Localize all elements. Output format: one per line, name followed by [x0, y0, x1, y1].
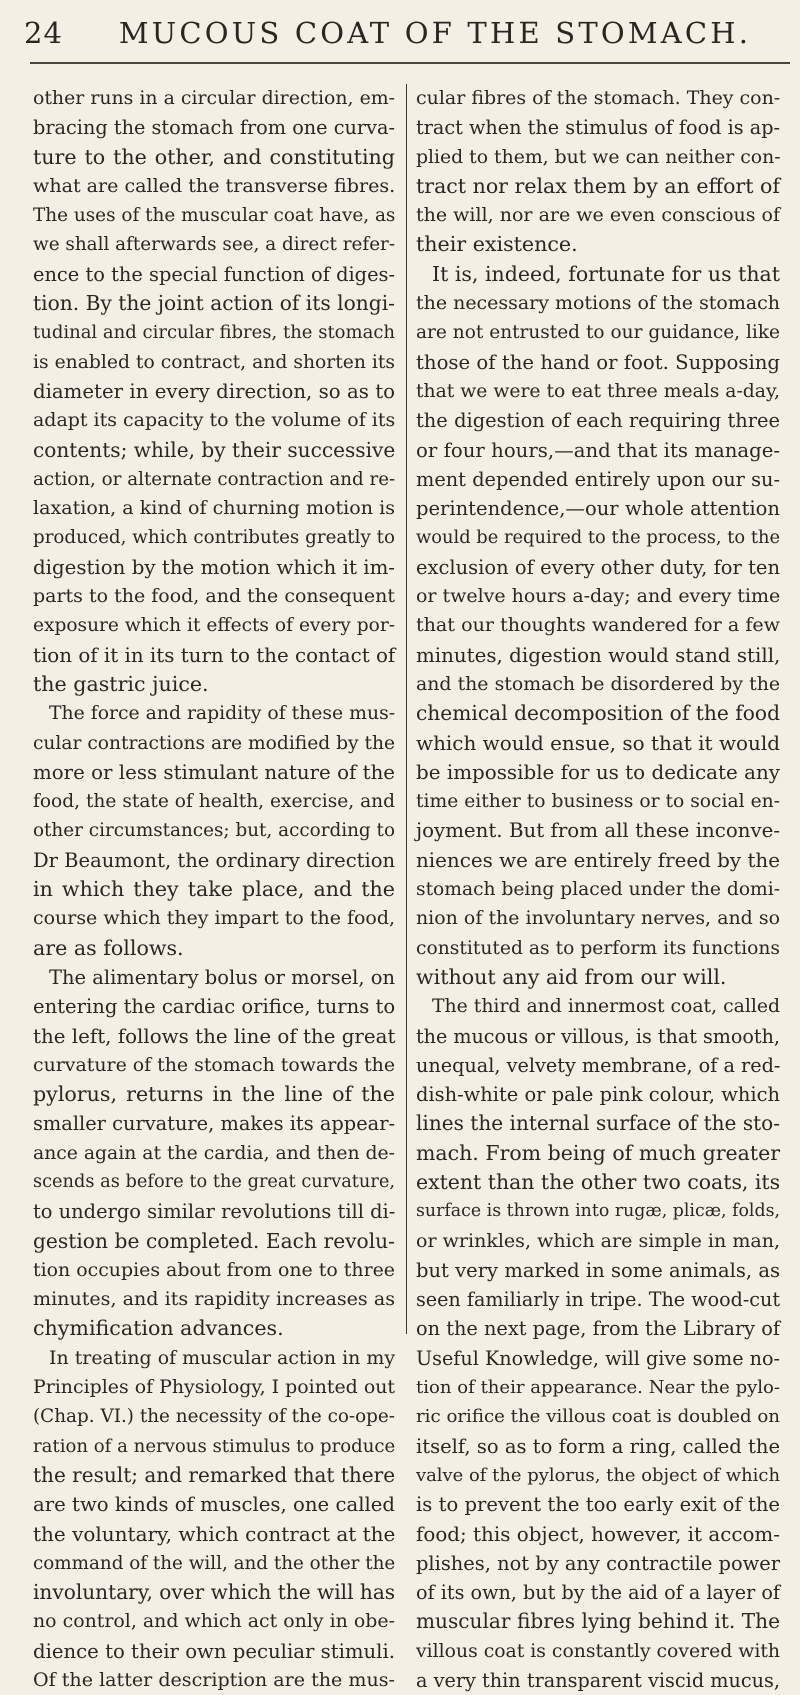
- text-line: laxation, a kind of churning motion is: [33, 497, 395, 520]
- text-line: the result; and remarked that there: [33, 1462, 396, 1487]
- text-line: plied to them, but we can neither con-: [416, 146, 781, 168]
- text-line: ment depended entirely upon our su-: [416, 467, 780, 491]
- text-line: that our thoughts wandered for a few: [416, 614, 780, 637]
- text-line: or four hours,—and that its manage-: [416, 438, 780, 462]
- text-line: time either to business or to social en-: [416, 791, 780, 813]
- text-line: pylorus, returns in the line of the: [33, 1082, 395, 1107]
- text-line: the voluntary, which contract at the: [33, 1521, 396, 1546]
- text-line: tract nor relax them by an effort of: [416, 173, 780, 198]
- column-divider: [406, 84, 407, 1334]
- text-line: to undergo similar revolutions till di-: [33, 1200, 396, 1224]
- text-line: niences we are entirely freed by the: [416, 848, 780, 872]
- text-line: the mucous or villous, is that smooth,: [416, 1024, 780, 1048]
- text-line: Useful Knowledge, will give some no-: [416, 1346, 780, 1370]
- text-line: dish-white or pale pink colour, which: [416, 1083, 780, 1107]
- text-line: unequal, velvety membrane, of a red-: [416, 1053, 781, 1077]
- text-line: tion of their appearance. Near the pylo-: [416, 1377, 780, 1399]
- text-line: and the stomach be disordered by the: [416, 672, 780, 695]
- text-line: would be required to the process, to the: [416, 527, 781, 549]
- text-line: In treating of muscular action in my: [49, 1346, 395, 1369]
- text-line: The alimentary bolus or morsel, on: [49, 965, 395, 989]
- left-column: [33, 84, 395, 1695]
- right-column: [416, 84, 780, 1695]
- text-line: exclusion of every other duty, for ten: [416, 555, 780, 579]
- text-line: involuntary, over which the will has: [33, 1580, 396, 1605]
- text-line: bracing the stomach from one curva-: [33, 116, 395, 140]
- text-line: gestion be completed. Each revolu-: [33, 1228, 395, 1253]
- text-line: that we were to eat three meals a-day,: [416, 380, 780, 402]
- text-line: chemical decomposition of the food: [416, 701, 780, 726]
- text-line: exposure which it effects of every por-: [33, 615, 395, 637]
- text-line: or wrinkles, which are simple in man,: [416, 1229, 780, 1252]
- text-line: the digestion of each requiring three: [416, 409, 780, 433]
- running-title: MUCOUS COAT OF THE STOMACH.: [118, 16, 752, 50]
- text-line: It is, indeed, fortunate for us that: [432, 261, 780, 286]
- text-line: smaller curvature, makes its appear-: [33, 1112, 395, 1136]
- text-line: the will, nor are we even conscious of: [416, 204, 780, 227]
- text-line: The uses of the muscular coat have, as: [33, 205, 396, 227]
- text-line: Of the latter description are the mus-: [33, 1669, 395, 1692]
- text-line: are as follows.: [33, 935, 184, 960]
- text-line: without any aid from our will.: [416, 964, 727, 989]
- text-line: tion. By the joint action of its longi-: [33, 291, 395, 316]
- text-line: the left, follows the line of the great: [33, 1024, 396, 1048]
- text-line: food; this object, however, it accom-: [416, 1522, 780, 1546]
- text-line: Principles of Physiology, I pointed out: [33, 1376, 395, 1399]
- text-line: digestion by the motion which it im-: [33, 555, 395, 579]
- text-line: tion of it in its turn to the contact of: [33, 643, 396, 667]
- text-line: are not entrusted to our guidance, like: [416, 322, 780, 344]
- text-line: a very thin transparent viscid mucus,: [416, 1669, 780, 1693]
- text-line: in which they take place, and the: [33, 877, 395, 902]
- text-line: contents; while, by their successive: [33, 437, 396, 462]
- text-line: Dr Beaumont, the ordinary direction: [33, 848, 396, 872]
- text-line: but very marked in some animals, as: [416, 1258, 780, 1282]
- text-line: which would ensue, so that it would: [416, 730, 780, 755]
- text-line: food, the state of health, exercise, and: [33, 791, 395, 813]
- text-line: stomach being placed under the domi-: [416, 879, 780, 901]
- text-line: be impossible for us to dedicate any: [416, 760, 780, 784]
- text-line: minutes, digestion would stand still,: [416, 643, 781, 667]
- text-line: the gastric juice.: [33, 671, 209, 696]
- text-line: of its own, but by the aid of a layer of: [416, 1581, 780, 1605]
- text-line: lines the internal surface of the sto-: [416, 1111, 780, 1136]
- text-line: ture to the other, and constituting: [33, 144, 395, 169]
- text-line: muscular fibres lying behind it. The: [416, 1609, 780, 1634]
- text-line: cular fibres of the stomach. They con-: [416, 87, 781, 109]
- text-line: tudinal and circular fibres, the stomach: [33, 322, 395, 344]
- text-line: other circumstances; but, according to: [33, 820, 395, 842]
- text-line: The third and innermost coat, called: [432, 996, 780, 1018]
- text-line: joyment. But from all these inconve-: [416, 819, 780, 843]
- text-line: we shall afterwards see, a direct refer-: [33, 234, 396, 256]
- text-line: plishes, not by any contractile power: [416, 1551, 780, 1575]
- text-line: is enabled to contract, and shorten its: [33, 351, 395, 373]
- text-line: itself, so as to form a ring, called the: [416, 1434, 780, 1458]
- text-line: course which they impart to the food,: [33, 907, 395, 930]
- text-line: the necessary motions of the stomach: [416, 292, 780, 315]
- running-head: [20, 14, 790, 54]
- text-line: valve of the pylorus, the object of which: [416, 1464, 780, 1486]
- text-line: cular contractions are modified by the: [33, 732, 395, 754]
- header-rule: [30, 62, 790, 64]
- text-line: mach. From being of much greater: [416, 1140, 780, 1165]
- text-line: other runs in a circular direction, em-: [33, 87, 395, 109]
- text-line: extent than the other two coats, its: [416, 1169, 781, 1194]
- text-line: adapt its capacity to the volume of its: [33, 409, 396, 432]
- text-line: The force and rapidity of these mus-: [49, 703, 396, 725]
- text-line: (Chap. VI.) the necessity of the co-ope-: [33, 1406, 395, 1428]
- text-line: more or less stimulant nature of the: [33, 760, 395, 784]
- page-number: 24: [24, 16, 63, 50]
- text-line: tract when the stimulus of food is ap-: [416, 116, 780, 140]
- text-line: their existence.: [416, 232, 578, 257]
- text-line: action, or alternate contraction and re-: [33, 468, 396, 490]
- text-line: those of the hand or foot. Supposing: [416, 350, 780, 374]
- text-line: parts to the food, and the consequent: [33, 585, 395, 608]
- text-line: nion of the involuntary nerves, and so: [416, 907, 780, 930]
- text-line: tion occupies about from one to three: [33, 1258, 395, 1281]
- text-line: seen familiarly in tripe. The wood-cut: [416, 1288, 780, 1312]
- text-line: command of the will, and the other the: [33, 1552, 396, 1574]
- text-line: is to prevent the too early exit of the: [416, 1493, 780, 1517]
- text-line: ance again at the cardia, and then de-: [33, 1142, 395, 1164]
- text-line: villous coat is constantly covered with: [416, 1640, 780, 1662]
- text-line: diameter in every direction, so as to: [33, 379, 395, 403]
- text-line: or twelve hours a-day; and every time: [416, 585, 781, 608]
- text-line: curvature of the stomach towards the: [33, 1053, 396, 1076]
- text-line: are two kinds of muscles, one called: [33, 1493, 395, 1517]
- text-line: on the next page, from the Library of: [416, 1317, 780, 1341]
- text-line: what are called the transverse fibres.: [33, 174, 396, 197]
- text-line: produced, which contributes greatly to: [33, 527, 395, 549]
- text-line: scends as before to the great curvature,: [33, 1171, 395, 1192]
- text-line: ric orifice the villous coat is doubled on: [416, 1406, 780, 1428]
- text-line: minutes, and its rapidity increases as: [33, 1288, 395, 1311]
- text-line: chymification advances.: [33, 1316, 284, 1341]
- text-line: perintendence,—our whole attention: [416, 497, 780, 521]
- text-line: ence to the special function of diges-: [33, 262, 395, 286]
- text-line: dience to their own peculiar stimuli.: [33, 1639, 395, 1663]
- text-line: no control, and which act only in obe-: [33, 1610, 395, 1633]
- text-line: constituted as to perform its functions: [416, 937, 780, 959]
- text-line: entering the cardiac orifice, turns to: [33, 995, 396, 1019]
- text-line: surface is thrown into rugæ, plicæ, folds,: [416, 1201, 780, 1222]
- text-line: ration of a nervous stimulus to produce: [33, 1435, 396, 1457]
